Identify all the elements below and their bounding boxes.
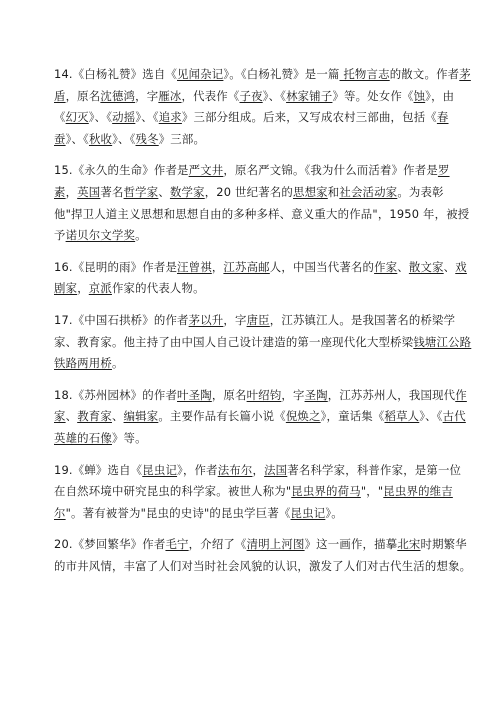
text-run: 》、《 bbox=[112, 131, 136, 146]
text-run: ，江苏镇江人。是我国著名的桥梁学家、教育家。他主持了由中国人自己设计建造的第一座现代化大型桥梁 bbox=[54, 312, 456, 349]
underlined-keyword: 北宋 bbox=[397, 537, 421, 552]
underlined-keyword: 钱塘江公路铁路两用桥 bbox=[54, 334, 472, 371]
text-run: ， bbox=[77, 281, 89, 296]
text-run: "。著有被誉为"昆虫的史诗"的昆虫学巨著《 bbox=[65, 505, 291, 520]
underlined-keyword: 严文井 bbox=[188, 163, 224, 178]
text-run: 》、《 bbox=[88, 110, 113, 125]
text-run: ，代表作《 bbox=[181, 88, 240, 103]
text-run: 、 bbox=[158, 184, 170, 199]
text-run: 20.《梦回繁华》作者 bbox=[54, 537, 166, 552]
text-run: 、 bbox=[443, 259, 456, 274]
underlined-keyword: 社会活动家 bbox=[339, 184, 398, 199]
text-run: 》，由《 bbox=[54, 88, 455, 125]
underlined-keyword: 京派 bbox=[88, 281, 112, 296]
underlined-keyword: 昆虫界的荷马 bbox=[291, 484, 361, 499]
text-run: ，20 世纪著名的 bbox=[204, 184, 293, 199]
underlined-keyword: 数学家 bbox=[169, 184, 205, 199]
text-run: 时期繁华的市井风情，丰富了人们对当时社会风貌的认识，激发了人们对古代生活的想象。 bbox=[54, 537, 472, 573]
underlined-keyword: 散文家 bbox=[408, 259, 444, 274]
text-run: 、 bbox=[111, 409, 124, 424]
text-run: 14.《白杨礼赞》选自《 bbox=[54, 67, 178, 81]
text-run: 。为表彰他"捍卫人道主义思想和思想自由的多种多样、意义重大的作品"，1950 年，被授予 bbox=[54, 184, 470, 243]
underlined-keyword: 动摇 bbox=[112, 110, 136, 125]
underlined-keyword: 清明上河图 bbox=[246, 537, 305, 552]
text-run: 》。 bbox=[325, 505, 343, 520]
underlined-keyword: 幻灭 bbox=[65, 110, 89, 125]
underlined-keyword: 汪曾祺 bbox=[177, 259, 212, 274]
text-run: 著名科学家，科普作家，是第一位在自然环境中研究昆虫的科学家。被世人称为" bbox=[54, 462, 462, 499]
underlined-keyword: 作家 bbox=[54, 387, 467, 424]
entry-18 bbox=[54, 385, 472, 450]
text-run: 》等。处女作《 bbox=[332, 88, 414, 103]
underlined-keyword: 雁冰 bbox=[158, 88, 182, 103]
underlined-keyword: 法国 bbox=[264, 462, 288, 477]
text-run: "，" bbox=[360, 484, 384, 499]
text-run: ，字 bbox=[281, 387, 305, 402]
underlined-keyword: 茅以升 bbox=[188, 312, 224, 327]
text-run: ，字 bbox=[223, 312, 247, 327]
underlined-keyword: 蚀 bbox=[413, 88, 426, 103]
text-run: 》。《白杨礼赞》是一篇 bbox=[223, 67, 340, 81]
text-run: ，字 bbox=[135, 88, 159, 103]
entry-19 bbox=[54, 460, 472, 525]
underlined-keyword: 残冬 bbox=[135, 131, 159, 146]
underlined-keyword: 罗素 bbox=[54, 163, 450, 199]
entry-16 bbox=[54, 257, 472, 300]
underlined-keyword: 托物言志 bbox=[339, 67, 390, 81]
underlined-keyword: 毛宁 bbox=[165, 537, 189, 552]
text-run: 17.《中国石拱桥》的作者 bbox=[54, 312, 189, 327]
text-run: 。主要作品有长篇小说《 bbox=[158, 409, 286, 424]
text-run: 》三部。 bbox=[158, 131, 206, 146]
underlined-keyword: 子夜 bbox=[239, 88, 263, 103]
text-run: ，原名严文锦。《我为什么而活着》作者是 bbox=[223, 163, 438, 178]
text-run: 人，中国当代著名的 bbox=[269, 259, 375, 274]
text-run: 。 bbox=[135, 228, 147, 243]
underlined-keyword: 江苏高邮 bbox=[223, 259, 270, 274]
text-run: 》三部分组成。后来，又写成农村三部曲，包括《 bbox=[181, 110, 437, 125]
underlined-keyword: 戏剧家 bbox=[54, 259, 467, 296]
text-run: 》、《 bbox=[262, 88, 287, 103]
underlined-keyword: 林家铺子 bbox=[286, 88, 333, 103]
text-run: 》、《 bbox=[65, 131, 89, 146]
text-run: 的散文。作者 bbox=[389, 67, 460, 81]
text-run: 15.《永久的生命》作者是 bbox=[54, 163, 189, 178]
underlined-keyword: 叶绍钧 bbox=[246, 387, 282, 402]
text-run: 作家的代表人物。 bbox=[111, 281, 205, 296]
text-run: 。 bbox=[111, 356, 124, 371]
text-run: ， bbox=[211, 259, 224, 274]
text-run: ，介绍了《 bbox=[188, 537, 247, 552]
underlined-keyword: 倪焕之 bbox=[285, 409, 321, 424]
underlined-keyword: 追求 bbox=[158, 110, 182, 125]
underlined-keyword: 昆虫界的维吉尔 bbox=[54, 484, 453, 520]
underlined-keyword: 诺贝尔文学奖 bbox=[65, 228, 136, 243]
underlined-keyword: 古代英雄的石像 bbox=[54, 409, 466, 445]
underlined-keyword: 稻草人 bbox=[384, 409, 420, 424]
entry-20 bbox=[54, 534, 472, 577]
text-run: 和 bbox=[327, 184, 340, 199]
text-run: 》，童话集《 bbox=[320, 409, 385, 424]
underlined-keyword: 唐臣 bbox=[246, 312, 270, 327]
underlined-keyword: 作家 bbox=[374, 259, 398, 274]
text-run: ， bbox=[65, 184, 78, 199]
underlined-keyword: 圣陶 bbox=[304, 387, 328, 402]
text-run: 》、《 bbox=[419, 409, 443, 424]
text-run: 、 bbox=[65, 409, 78, 424]
underlined-keyword: 法布尔 bbox=[217, 462, 253, 477]
text-run: ， bbox=[252, 462, 265, 477]
underlined-keyword: 叶圣陶 bbox=[177, 387, 212, 402]
text-run: 著名 bbox=[100, 184, 124, 199]
underlined-keyword: 秋收 bbox=[88, 131, 113, 146]
underlined-keyword: 思想家 bbox=[292, 184, 328, 199]
text-run: ，原名 bbox=[211, 387, 247, 402]
text-run: 19.《蝉》选自《 bbox=[54, 462, 143, 477]
underlined-keyword: 春蚕 bbox=[54, 110, 449, 146]
text-run: 》这一画作，描摹 bbox=[304, 537, 398, 552]
underlined-keyword: 沈德鸿 bbox=[100, 88, 136, 103]
underlined-keyword: 英国 bbox=[77, 184, 101, 199]
text-run: ，江苏苏州人，我国现代 bbox=[327, 387, 456, 402]
underlined-keyword: 哲学家 bbox=[123, 184, 159, 199]
text-run: 》，作者 bbox=[177, 462, 218, 477]
underlined-keyword: 茅盾 bbox=[54, 67, 471, 103]
underlined-keyword: 见闻杂记 bbox=[177, 67, 224, 81]
text-run: 》、《 bbox=[135, 110, 159, 125]
text-run: 16.《昆明的雨》作者是 bbox=[54, 259, 178, 274]
text-run: 、 bbox=[397, 259, 409, 274]
underlined-keyword: 教育家 bbox=[77, 409, 112, 424]
text-run: 18.《苏州园林》的作者 bbox=[54, 387, 178, 402]
entry-17 bbox=[54, 310, 472, 375]
entry-15 bbox=[54, 160, 472, 246]
entry-14 bbox=[54, 64, 472, 150]
text-run: 》等。 bbox=[111, 430, 147, 445]
underlined-keyword: 昆虫记 bbox=[290, 505, 326, 520]
underlined-keyword: 昆虫记 bbox=[142, 462, 178, 477]
text-run: ，原名 bbox=[65, 88, 101, 103]
underlined-keyword: 编辑家 bbox=[123, 409, 159, 424]
